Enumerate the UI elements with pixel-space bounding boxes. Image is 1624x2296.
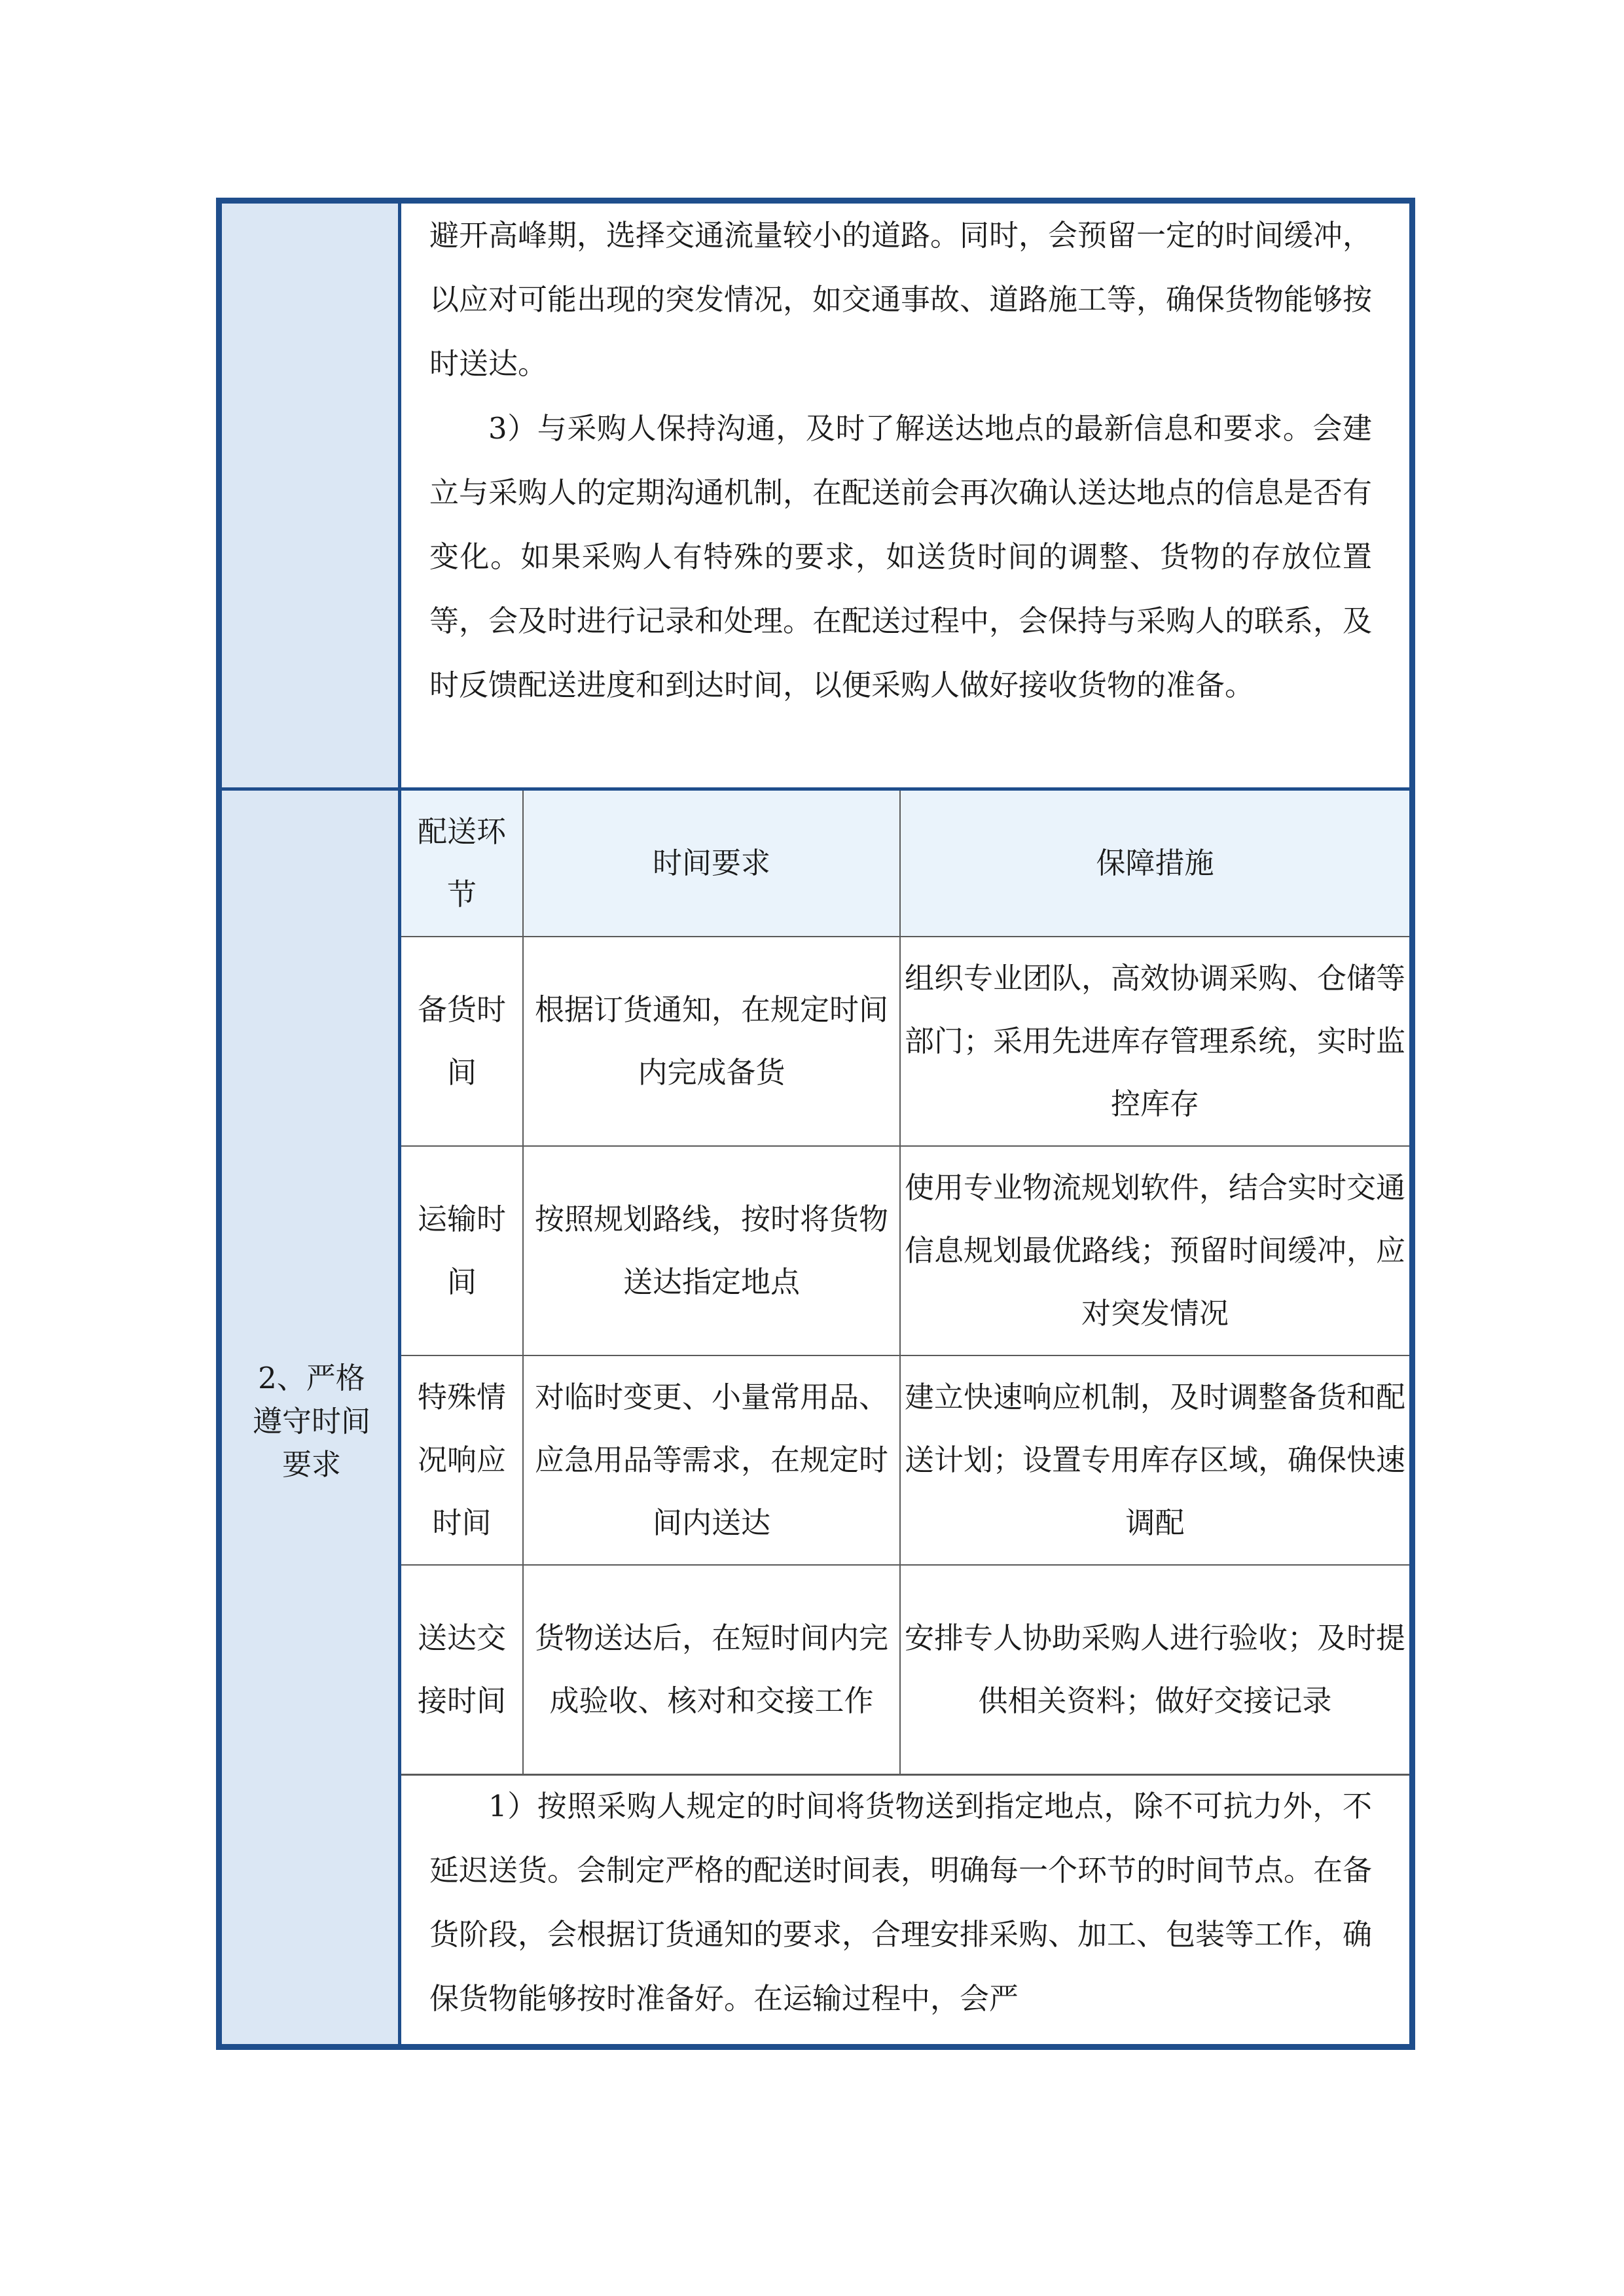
- table-row: [401, 1146, 1409, 1355]
- cell-measures: 组织专业团队，高效协调采购、仓储等部门；采用先进库存管理系统，实时监控库存: [900, 937, 1409, 1146]
- table-header-row: [401, 791, 1409, 937]
- header-requirement: 时间要求: [523, 791, 900, 937]
- cell-requirement: 对临时变更、小量常用品、应急用品等需求，在规定时间内送达: [523, 1355, 900, 1565]
- cell-requirement: 根据订货通知，在规定时间内完成备货: [523, 937, 900, 1146]
- delivery-time-table: [401, 791, 1409, 1776]
- cell-stage: 备货时间: [401, 937, 523, 1146]
- cell-requirement: 货物送达后，在短时间内完成验收、核对和交接工作: [523, 1565, 900, 1775]
- cell-measures: 安排专人协助采购人进行验收；及时提供相关资料；做好交接记录: [900, 1565, 1409, 1775]
- header-stage: 配送环节: [401, 791, 523, 937]
- paragraph-1-section-2: 1）按照采购人规定的时间将货物送到指定地点，除不可抗力外，不延迟送货。会制定严格的配送时间表，明确每一个环节的时间节点。在备货阶段，会根据订货通知的要求，合理安排采购、加工、包装等工作，确保货物能够按时准备好。在运输过程中，会严: [429, 1789, 1373, 2016]
- section-2-label: 2、严格遵守时间要求: [252, 1361, 370, 1482]
- cell-requirement: 按照规划路线，按时将货物送达指定地点: [523, 1146, 900, 1355]
- table-row: [401, 1355, 1409, 1565]
- table-row: [401, 937, 1409, 1146]
- cell-measures: 使用专业物流规划软件，结合实时交通信息规划最优路线；预留时间缓冲，应对突发情况: [900, 1146, 1409, 1355]
- table-row: [401, 1565, 1409, 1775]
- content-frame: [216, 198, 1415, 2050]
- paragraph-3: 3）与采购人保持沟通，及时了解送达地点的最新信息和要求。会建立与采购人的定期沟通机制，在配送前会再次确认送达地点的信息是否有变化。如果采购人有特殊的要求，如送货时间的调整、货物的存放位置等，会及时进行记录和处理。在配送过程中，会保持与采购人的联系，及时反馈配送进度和到达时间，以便采购人做好接收货物的准备。: [429, 411, 1373, 702]
- cell-stage: 特殊情况响应时间: [401, 1355, 523, 1565]
- cell-stage: 运输时间: [401, 1146, 523, 1355]
- cell-stage: 送达交接时间: [401, 1565, 523, 1775]
- paragraph-continued: 避开高峰期，选择交通流量较小的道路。同时，会预留一定的时间缓冲，以应对可能出现的突发情况，如交通事故、道路施工等，确保货物能够按时送达。: [429, 218, 1373, 381]
- label-column: [222, 204, 401, 2044]
- header-measures: 保障措施: [900, 791, 1409, 937]
- cell-measures: 建立快速响应机制，及时调整备货和配送计划；设置专用库存区域，确保快速调配: [900, 1355, 1409, 1565]
